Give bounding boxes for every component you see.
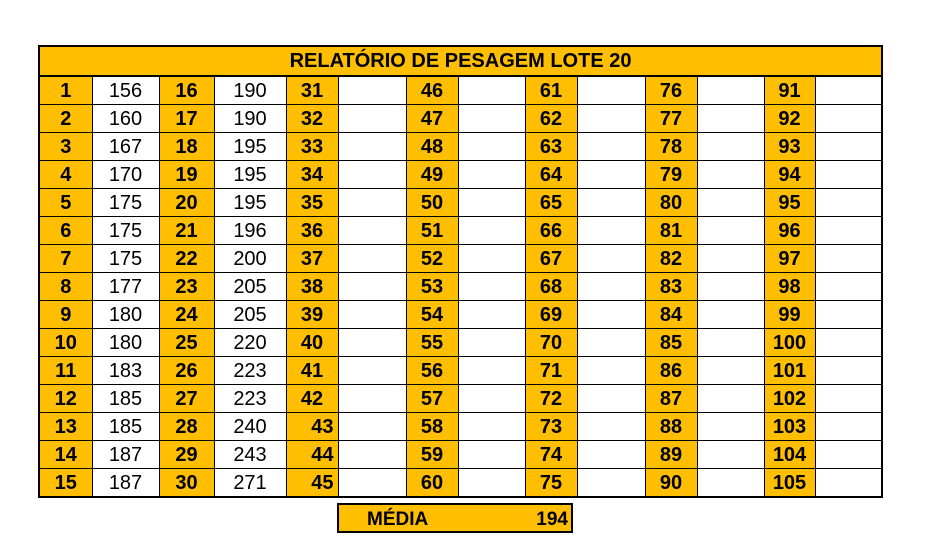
animal-number-cell: 58 <box>406 413 458 441</box>
animal-number-cell: 89 <box>645 441 697 469</box>
table-row <box>39 385 882 413</box>
animal-number-cell: 4 <box>39 161 92 189</box>
animal-number-cell: 51 <box>406 217 458 245</box>
weight-cell[interactable] <box>577 385 645 413</box>
animal-number-cell: 49 <box>406 161 458 189</box>
weight-cell[interactable] <box>458 413 525 441</box>
weight-cell[interactable] <box>697 217 764 245</box>
weight-cell[interactable]: 195 <box>214 189 286 217</box>
animal-number-cell: 36 <box>286 217 338 245</box>
weight-cell[interactable] <box>815 357 882 385</box>
animal-number-cell: 17 <box>159 105 214 133</box>
weight-cell[interactable] <box>338 441 406 469</box>
animal-number-cell: 86 <box>645 357 697 385</box>
weight-cell[interactable] <box>577 469 645 498</box>
weight-cell[interactable]: 177 <box>92 273 159 301</box>
animal-number-cell: 72 <box>525 385 577 413</box>
weight-cell[interactable] <box>458 189 525 217</box>
animal-number-cell: 67 <box>525 245 577 273</box>
weight-cell[interactable] <box>458 385 525 413</box>
weight-cell[interactable]: 175 <box>92 245 159 273</box>
animal-number-cell: 21 <box>159 217 214 245</box>
animal-number-cell: 39 <box>286 301 338 329</box>
weight-cell[interactable] <box>458 133 525 161</box>
animal-number-cell: 93 <box>764 133 815 161</box>
weight-cell[interactable] <box>815 469 882 498</box>
weight-cell[interactable]: 200 <box>214 245 286 273</box>
table-row <box>39 133 882 161</box>
weight-cell[interactable]: 205 <box>214 273 286 301</box>
weight-cell[interactable] <box>697 189 764 217</box>
animal-number-cell: 6 <box>39 217 92 245</box>
animal-number-cell: 87 <box>645 385 697 413</box>
weight-cell[interactable]: 195 <box>214 161 286 189</box>
weight-cell[interactable] <box>697 161 764 189</box>
weight-cell[interactable]: 187 <box>92 469 159 498</box>
weight-cell[interactable]: 223 <box>214 357 286 385</box>
weight-cell[interactable] <box>815 76 882 105</box>
weight-cell[interactable] <box>338 357 406 385</box>
animal-number-cell: 75 <box>525 469 577 498</box>
weight-cell[interactable]: 170 <box>92 161 159 189</box>
animal-number-cell: 69 <box>525 301 577 329</box>
table-row <box>39 301 882 329</box>
weight-cell[interactable] <box>815 329 882 357</box>
animal-number-cell: 55 <box>406 329 458 357</box>
animal-number-cell: 70 <box>525 329 577 357</box>
weight-cell[interactable] <box>458 217 525 245</box>
animal-number-cell: 103 <box>764 413 815 441</box>
weight-cell[interactable] <box>338 133 406 161</box>
weight-cell[interactable] <box>697 385 764 413</box>
animal-number-cell: 50 <box>406 189 458 217</box>
animal-number-cell: 43 <box>286 413 338 441</box>
weight-cell[interactable]: 205 <box>214 301 286 329</box>
animal-number-cell: 38 <box>286 273 338 301</box>
animal-number-cell: 62 <box>525 105 577 133</box>
animal-number-cell: 94 <box>764 161 815 189</box>
weight-cell[interactable] <box>697 273 764 301</box>
animal-number-cell: 24 <box>159 301 214 329</box>
weight-cell[interactable]: 195 <box>214 133 286 161</box>
weight-cell[interactable] <box>458 301 525 329</box>
animal-number-cell: 9 <box>39 301 92 329</box>
weight-cell[interactable]: 156 <box>92 76 159 105</box>
animal-number-cell: 85 <box>645 329 697 357</box>
animal-number-cell: 42 <box>286 385 338 413</box>
animal-number-cell: 66 <box>525 217 577 245</box>
weight-cell[interactable] <box>697 133 764 161</box>
animal-number-cell: 8 <box>39 273 92 301</box>
animal-number-cell: 30 <box>159 469 214 498</box>
weight-cell[interactable]: 160 <box>92 105 159 133</box>
animal-number-cell: 3 <box>39 133 92 161</box>
weight-cell[interactable] <box>577 105 645 133</box>
weight-cell[interactable] <box>338 385 406 413</box>
animal-number-cell: 74 <box>525 441 577 469</box>
weight-cell[interactable] <box>458 469 525 498</box>
weight-cell[interactable]: 180 <box>92 301 159 329</box>
animal-number-cell: 65 <box>525 189 577 217</box>
animal-number-cell: 91 <box>764 76 815 105</box>
weight-cell[interactable] <box>815 105 882 133</box>
weight-cell[interactable] <box>577 441 645 469</box>
weight-cell[interactable]: 175 <box>92 189 159 217</box>
animal-number-cell: 53 <box>406 273 458 301</box>
animal-number-cell: 11 <box>39 357 92 385</box>
animal-number-cell: 7 <box>39 245 92 273</box>
weight-cell[interactable]: 220 <box>214 329 286 357</box>
weight-cell[interactable] <box>697 413 764 441</box>
weight-cell[interactable] <box>815 161 882 189</box>
weight-cell[interactable]: 271 <box>214 469 286 498</box>
animal-number-cell: 13 <box>39 413 92 441</box>
weight-cell[interactable] <box>815 385 882 413</box>
weight-cell[interactable] <box>458 105 525 133</box>
animal-number-cell: 16 <box>159 76 214 105</box>
animal-number-cell: 23 <box>159 273 214 301</box>
animal-number-cell: 32 <box>286 105 338 133</box>
weight-cell[interactable]: 240 <box>214 413 286 441</box>
animal-number-cell: 10 <box>39 329 92 357</box>
weight-cell[interactable]: 185 <box>92 385 159 413</box>
weight-cell[interactable] <box>697 76 764 105</box>
weight-cell[interactable] <box>338 161 406 189</box>
animal-number-cell: 64 <box>525 161 577 189</box>
animal-number-cell: 15 <box>39 469 92 498</box>
animal-number-cell: 25 <box>159 329 214 357</box>
animal-number-cell: 28 <box>159 413 214 441</box>
weight-cell[interactable] <box>338 273 406 301</box>
animal-number-cell: 90 <box>645 469 697 498</box>
weight-cell[interactable]: 223 <box>214 385 286 413</box>
animal-number-cell: 40 <box>286 329 338 357</box>
weight-cell[interactable]: 196 <box>214 217 286 245</box>
weight-cell[interactable]: 183 <box>92 357 159 385</box>
animal-number-cell: 48 <box>406 133 458 161</box>
animal-number-cell: 41 <box>286 357 338 385</box>
average-box <box>337 503 573 533</box>
report-title: RELATÓRIO DE PESAGEM LOTE 20 <box>39 46 882 76</box>
weight-cell[interactable] <box>697 357 764 385</box>
weight-cell[interactable] <box>815 245 882 273</box>
animal-number-cell: 76 <box>645 76 697 105</box>
animal-number-cell: 12 <box>39 385 92 413</box>
weight-cell[interactable] <box>338 329 406 357</box>
weight-cell[interactable] <box>577 133 645 161</box>
weight-cell[interactable] <box>697 329 764 357</box>
animal-number-cell: 63 <box>525 133 577 161</box>
animal-number-cell: 2 <box>39 105 92 133</box>
table-row <box>39 469 882 498</box>
table-row <box>39 329 882 357</box>
title-row <box>39 46 882 76</box>
animal-number-cell: 61 <box>525 76 577 105</box>
weight-cell[interactable] <box>815 133 882 161</box>
table-row <box>39 273 882 301</box>
weight-cell[interactable] <box>577 301 645 329</box>
animal-number-cell: 37 <box>286 245 338 273</box>
weight-cell[interactable] <box>815 413 882 441</box>
animal-number-cell: 101 <box>764 357 815 385</box>
weight-cell[interactable] <box>697 469 764 498</box>
average-value: 194 <box>536 509 568 530</box>
table-row <box>39 76 882 105</box>
weight-cell[interactable] <box>697 441 764 469</box>
weight-cell[interactable] <box>338 217 406 245</box>
weight-cell[interactable]: 190 <box>214 105 286 133</box>
table-row <box>39 357 882 385</box>
animal-number-cell: 27 <box>159 385 214 413</box>
weight-cell[interactable] <box>577 357 645 385</box>
animal-number-cell: 83 <box>645 273 697 301</box>
animal-number-cell: 56 <box>406 357 458 385</box>
weight-cell[interactable] <box>577 161 645 189</box>
weight-cell[interactable] <box>577 413 645 441</box>
weight-cell[interactable] <box>338 245 406 273</box>
animal-number-cell: 59 <box>406 441 458 469</box>
animal-number-cell: 100 <box>764 329 815 357</box>
animal-number-cell: 71 <box>525 357 577 385</box>
animal-number-cell: 98 <box>764 273 815 301</box>
animal-number-cell: 102 <box>764 385 815 413</box>
animal-number-cell: 79 <box>645 161 697 189</box>
animal-number-cell: 52 <box>406 245 458 273</box>
table-row <box>39 245 882 273</box>
animal-number-cell: 78 <box>645 133 697 161</box>
weighing-report-sheet <box>38 45 883 498</box>
weight-cell[interactable] <box>458 245 525 273</box>
weight-cell[interactable] <box>338 189 406 217</box>
animal-number-cell: 88 <box>645 413 697 441</box>
animal-number-cell: 1 <box>39 76 92 105</box>
weight-cell[interactable] <box>577 217 645 245</box>
average-label: MÉDIA <box>367 509 429 530</box>
weight-cell[interactable]: 187 <box>92 441 159 469</box>
weight-cell[interactable] <box>815 273 882 301</box>
animal-number-cell: 80 <box>645 189 697 217</box>
animal-number-cell: 34 <box>286 161 338 189</box>
table-row <box>39 161 882 189</box>
weight-cell[interactable]: 243 <box>214 441 286 469</box>
animal-number-cell: 33 <box>286 133 338 161</box>
weight-cell[interactable] <box>458 273 525 301</box>
animal-number-cell: 96 <box>764 217 815 245</box>
weight-cell[interactable] <box>458 441 525 469</box>
weight-cell[interactable] <box>338 469 406 498</box>
animal-number-cell: 22 <box>159 245 214 273</box>
weight-cell[interactable] <box>458 76 525 105</box>
animal-number-cell: 105 <box>764 469 815 498</box>
weight-cell[interactable] <box>338 413 406 441</box>
animal-number-cell: 46 <box>406 76 458 105</box>
animal-number-cell: 82 <box>645 245 697 273</box>
weight-cell[interactable] <box>697 245 764 273</box>
weighing-table <box>38 45 883 498</box>
weight-cell[interactable] <box>697 301 764 329</box>
weight-cell[interactable]: 180 <box>92 329 159 357</box>
weight-cell[interactable] <box>458 161 525 189</box>
animal-number-cell: 73 <box>525 413 577 441</box>
weight-cell[interactable]: 190 <box>214 76 286 105</box>
table-row <box>39 413 882 441</box>
animal-number-cell: 81 <box>645 217 697 245</box>
animal-number-cell: 14 <box>39 441 92 469</box>
weight-cell[interactable] <box>697 105 764 133</box>
animal-number-cell: 26 <box>159 357 214 385</box>
weight-cell[interactable] <box>577 76 645 105</box>
animal-number-cell: 47 <box>406 105 458 133</box>
table-row <box>39 105 882 133</box>
weight-cell[interactable] <box>338 301 406 329</box>
animal-number-cell: 19 <box>159 161 214 189</box>
weight-cell[interactable] <box>815 441 882 469</box>
animal-number-cell: 5 <box>39 189 92 217</box>
animal-number-cell: 97 <box>764 245 815 273</box>
weight-cell[interactable] <box>577 273 645 301</box>
weight-cell[interactable]: 175 <box>92 217 159 245</box>
weight-cell[interactable] <box>338 76 406 105</box>
animal-number-cell: 29 <box>159 441 214 469</box>
weight-cell[interactable] <box>577 189 645 217</box>
animal-number-cell: 35 <box>286 189 338 217</box>
table-row <box>39 441 882 469</box>
animal-number-cell: 95 <box>764 189 815 217</box>
weight-cell[interactable] <box>338 105 406 133</box>
animal-number-cell: 44 <box>286 441 338 469</box>
weight-cell[interactable] <box>815 189 882 217</box>
animal-number-cell: 84 <box>645 301 697 329</box>
weight-cell[interactable]: 167 <box>92 133 159 161</box>
weight-cell[interactable] <box>577 245 645 273</box>
animal-number-cell: 54 <box>406 301 458 329</box>
weight-cell[interactable] <box>815 217 882 245</box>
animal-number-cell: 20 <box>159 189 214 217</box>
weight-cell[interactable] <box>458 329 525 357</box>
animal-number-cell: 45 <box>286 469 338 498</box>
animal-number-cell: 57 <box>406 385 458 413</box>
weight-cell[interactable]: 185 <box>92 413 159 441</box>
weight-cell[interactable] <box>815 301 882 329</box>
weight-cell[interactable] <box>458 357 525 385</box>
animal-number-cell: 18 <box>159 133 214 161</box>
table-row <box>39 189 882 217</box>
animal-number-cell: 77 <box>645 105 697 133</box>
weight-cell[interactable] <box>577 329 645 357</box>
animal-number-cell: 99 <box>764 301 815 329</box>
animal-number-cell: 31 <box>286 76 338 105</box>
animal-number-cell: 92 <box>764 105 815 133</box>
animal-number-cell: 60 <box>406 469 458 498</box>
animal-number-cell: 68 <box>525 273 577 301</box>
animal-number-cell: 104 <box>764 441 815 469</box>
table-row <box>39 217 882 245</box>
